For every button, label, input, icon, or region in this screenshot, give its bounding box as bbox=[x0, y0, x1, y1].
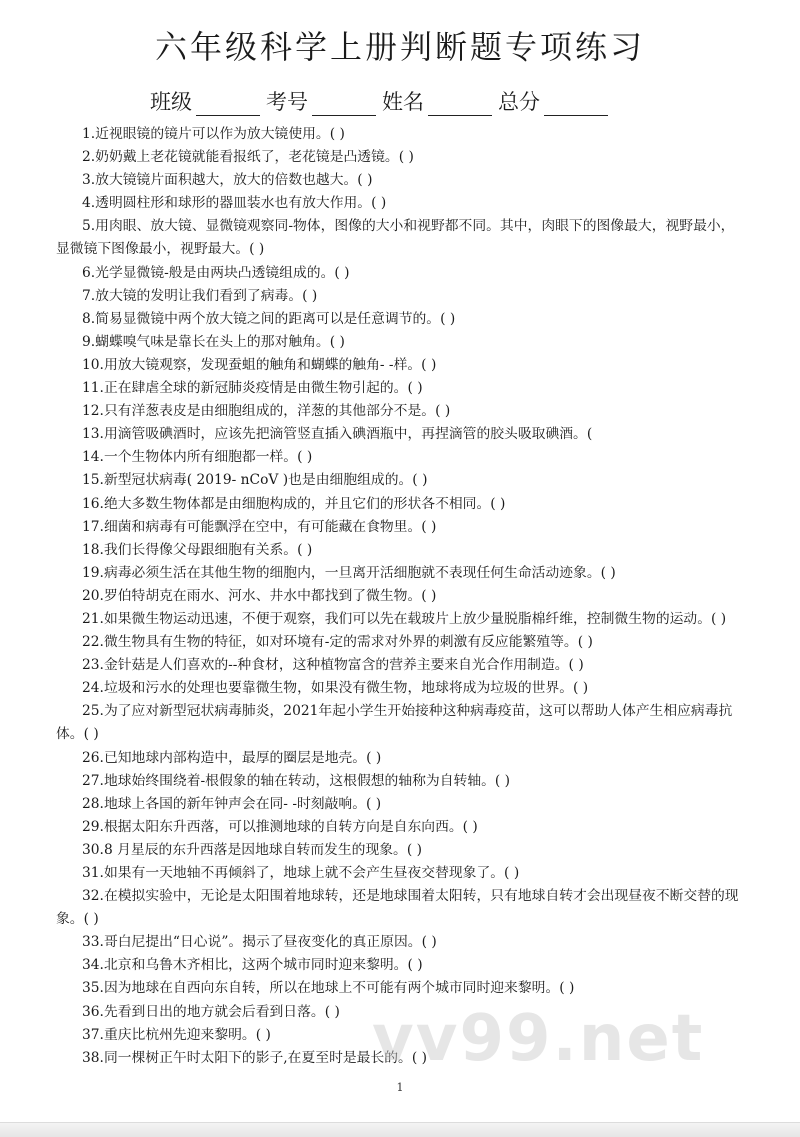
question-item: 34.北京和乌鲁木齐相比，这两个城市同时迎来黎明。( ) bbox=[82, 957, 423, 974]
question-item: 10.用放大镜观察，发现蚕蛆的触角和蝴蝶的触角- -样。( ) bbox=[82, 356, 437, 373]
question-item: 14.一个生物体内所有细胞都一样。( ) bbox=[82, 449, 313, 466]
page-number: 1 bbox=[396, 1081, 404, 1094]
question-list bbox=[56, 123, 746, 1070]
question-item: 6.光学显微镜-般是由两块凸透镜组成的。( ) bbox=[82, 264, 350, 281]
question-item: 16.绝大多数生物体都是由细胞构成的，并且它们的形状各不相同。( ) bbox=[82, 495, 506, 512]
question-item: 18.我们长得像父母跟细胞有关系。( ) bbox=[82, 541, 313, 558]
question-item: 4.透明圆柱形和球形的器皿装水也有放大作用。( ) bbox=[82, 195, 387, 212]
question-item: 38.同一棵树正午时太阳下的影子,在夏至时是最长的。( ) bbox=[82, 1049, 428, 1066]
question-item: 19.病毒必须生活在其他生物的细胞内，一旦离开活细胞就不表现任何生命活动迹象。( ) bbox=[82, 564, 616, 581]
question-item: 9.蝴蝶嗅气味是靠长在头上的那对触角。( ) bbox=[82, 333, 345, 350]
info-label-class: 班级 bbox=[150, 90, 192, 114]
info-label-name: 姓名 bbox=[382, 90, 424, 114]
question-item: 28.地球上各国的新年钟声会在同- -时刻敲响。( ) bbox=[82, 795, 382, 812]
question-item: 11.正在肆虐全球的新冠肺炎疫情是由微生物引起的。( ) bbox=[82, 380, 423, 397]
question-item: 12.只有洋葱表皮是由细胞组成的，洋葱的其他部分不是。( ) bbox=[82, 403, 451, 420]
question-item: 8.简易显微镜中两个放大镜之间的距离可以是任意调节的。( ) bbox=[82, 310, 456, 327]
question-item: 29.根据太阳东升西落，可以推测地球的自转方向是自东向西。( ) bbox=[82, 818, 478, 835]
page-bottom-edge bbox=[0, 1122, 800, 1137]
question-item: 17.细菌和病毒有可能飘浮在空中，有可能藏在食物里。( ) bbox=[82, 518, 437, 535]
name-blank-line bbox=[428, 91, 492, 116]
question-item: 32.在模拟实验中，无论是太阳围着地球转，还是地球围着太阳转，只有地球自转才会出现昼夜不断交替的现象。( ) bbox=[56, 888, 739, 928]
question-item: 15.新型冠状病毒( 2019- nCoV )也是由细胞组成的。( ) bbox=[82, 472, 428, 489]
class-blank-line bbox=[196, 91, 260, 116]
student-info-row bbox=[150, 86, 614, 116]
question-item: 5.用肉眼、放大镜、显微镜观察同-物体，图像的大小和视野都不同。其中，肉眼下的图像最大，视野最小，显微镜下图像最小，视野最大。( ) bbox=[56, 218, 735, 258]
question-item: 33.哥白尼提出“日心说”。揭示了昼夜变化的真正原因。( ) bbox=[82, 934, 437, 951]
info-label-exam-number: 考号 bbox=[266, 90, 308, 114]
question-item: 27.地球始终围绕着-根假象的轴在转动，这根假想的轴称为自转轴。( ) bbox=[82, 772, 511, 789]
question-item: 22.微生物具有生物的特征，如对环境有-定的需求对外界的刺激有反应能繁殖等。( ) bbox=[82, 634, 593, 651]
page-title: 六年级科学上册判断题专项练习 bbox=[154, 28, 645, 66]
question-item: 30.8 月星辰的东升西落是因地球自转而发生的现象。( ) bbox=[82, 841, 422, 858]
exam-number-blank-line bbox=[312, 91, 376, 116]
question-item: 3.放大镜镜片面积越大，放大的倍数也越大。( ) bbox=[82, 172, 373, 189]
question-item: 25.为了应对新型冠状病毒肺炎，2021年起小学生开始接种这种病毒疫苗，这可以帮助人体产生相应病毒抗体。( ) bbox=[56, 703, 733, 743]
question-item: 35.因为地球在自西向东自转，所以在地球上不可能有两个城市同时迎来黎明。( ) bbox=[82, 980, 575, 997]
question-item: 7.放大镜的发明让我们看到了病毒。( ) bbox=[82, 287, 318, 304]
question-item: 21.如果微生物运动迅速，不便于观察，我们可以先在载玻片上放少量脱脂棉纤维，控制微生物的运动。( ) bbox=[82, 610, 727, 627]
question-item: 37.重庆比杭州先迎来黎明。( ) bbox=[82, 1026, 271, 1043]
info-label-total-score: 总分 bbox=[498, 90, 540, 114]
question-item: 1.近视眼镜的镜片可以作为放大镜使用。( ) bbox=[82, 126, 345, 142]
question-item: 31.如果有一天地轴不再倾斜了，地球上就不会产生昼夜交替现象了。( ) bbox=[82, 865, 520, 881]
question-item: 23.金针菇是人们喜欢的--种食材，这种植物富含的营养主要来自光合作用制造。( ) bbox=[82, 657, 584, 674]
question-item: 36.先看到日出的地方就会后看到日落。( ) bbox=[82, 1003, 340, 1020]
question-item: 24.垃圾和污水的处理也要靠微生物，如果没有微生物，地球将成为垃圾的世界。( ) bbox=[82, 680, 589, 697]
total-score-blank-line bbox=[544, 91, 608, 116]
question-item: 13.用滴管吸碘酒时，应该先把滴管竖直插入碘酒瓶中，再捏滴管的胶头吸取碘酒。( bbox=[82, 426, 593, 443]
question-item: 2.奶奶戴上老花镜就能看报纸了，老花镜是凸透镜。( ) bbox=[82, 149, 414, 166]
question-item: 20.罗伯特胡克在雨水、河水、井水中都找到了微生物。( ) bbox=[82, 587, 437, 604]
watermark-text: vv99.net bbox=[372, 1002, 705, 1076]
question-item: 26.已知地球内部构造中，最厚的圈层是地壳。( ) bbox=[82, 749, 382, 766]
